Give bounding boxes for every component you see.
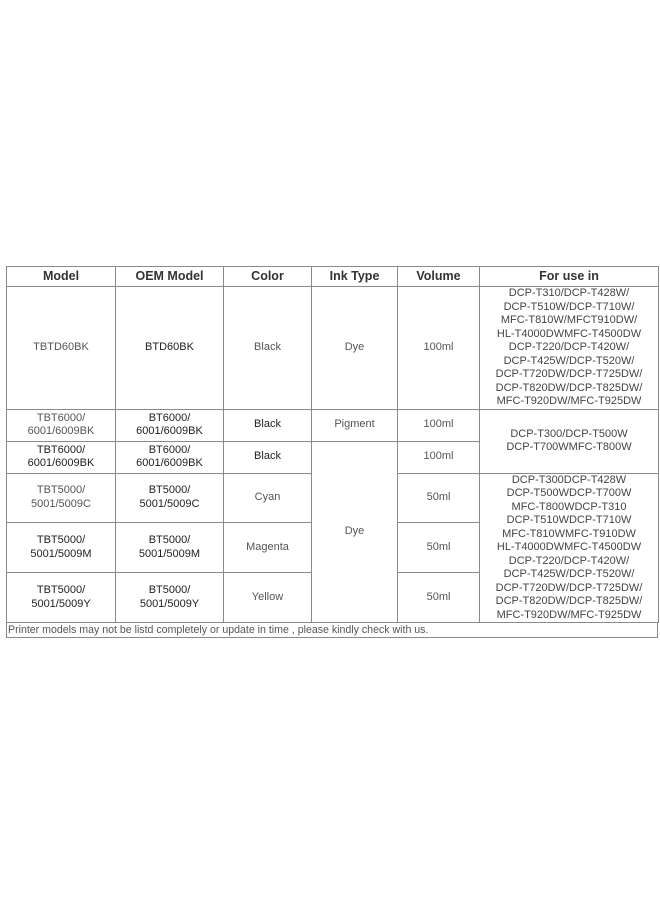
color-cell: Black (224, 287, 312, 410)
compatible-printers-list: DCP-T310/DCP-T428W/ DCP-T510W/DCP-T710W/ MFC-T810W/MFCT910DW/ HL-T4000DWMFC-T4500DW DCP-T220/DCP-T420W/ DCP-T425W/DCP-T520W/ DCP-T720DW/DCP-T725DW/ DCP-T820DW/DCP-T825DW/ MFC-T920DW/MFC-T925DW (495, 287, 643, 407)
header-model: Model (7, 267, 116, 287)
for-use-in-cell (480, 473, 659, 623)
oem-model-text: BT6000/ 6001/6009BK (136, 443, 203, 469)
model-cell (7, 409, 116, 441)
oem-model-cell (116, 573, 224, 623)
for-use-in-cell (480, 409, 659, 473)
table-row (7, 287, 659, 410)
model-cell: TBTD60BK (7, 287, 116, 410)
compatibility-table (6, 266, 659, 623)
for-use-in-cell (480, 287, 659, 410)
model-text: TBT5000/ 5001/5009M (30, 534, 92, 560)
model-text: TBT5000/ 5001/5009Y (31, 584, 91, 610)
volume-cell: 100ml (398, 409, 480, 441)
model-cell (7, 523, 116, 573)
color-cell: Black (224, 441, 312, 473)
model-text: TBT5000/ 5001/5009C (31, 484, 91, 510)
ink-type-cell: Dye (312, 287, 398, 410)
volume-cell: 100ml (398, 441, 480, 473)
color-cell: Black (224, 409, 312, 441)
oem-model-text: BT6000/ 6001/6009BK (136, 411, 203, 437)
volume-cell: 50ml (398, 573, 480, 623)
volume-cell: 50ml (398, 473, 480, 523)
model-cell (7, 473, 116, 523)
oem-model-cell: BTD60BK (116, 287, 224, 410)
header-color: Color (224, 267, 312, 287)
color-cell: Yellow (224, 573, 312, 623)
compatible-printers-list: DCP-T300DCP-T428W DCP-T500WDCP-T700W MFC-T800WDCP-T310 DCP-T510WDCP-T710W MFC-T810WMFC-T910DW HL-T4000DWMFC-T4500DW DCP-T220/DCP-T420W/ DCP-T425W/DCP-T520W/ DCP-T720DW/DCP-T725DW/ DCP-T820DW/DCP-T825DW/ MFC-T920DW/MFC-T925DW (495, 473, 643, 621)
oem-model-cell (116, 473, 224, 523)
table-row (7, 409, 659, 441)
disclaimer-note: Printer models may not be listd completely or update in time , please kindly check with us. (6, 623, 658, 638)
model-cell (7, 573, 116, 623)
ink-type-cell: Pigment (312, 409, 398, 441)
volume-cell: 50ml (398, 523, 480, 573)
header-for-use-in: For use in (480, 267, 659, 287)
oem-model-text: BT5000/ 5001/5009M (138, 534, 201, 560)
oem-model-cell (116, 409, 224, 441)
ink-type-cell: Dye (312, 441, 398, 623)
oem-model-cell (116, 441, 224, 473)
header-oem-model: OEM Model (116, 267, 224, 287)
header-ink-type: Ink Type (312, 267, 398, 287)
color-cell: Magenta (224, 523, 312, 573)
model-text: TBT6000/ 6001/6009BK (27, 411, 95, 437)
model-cell (7, 441, 116, 473)
spec-sheet (6, 266, 658, 638)
header-volume: Volume (398, 267, 480, 287)
model-text: TBT6000/ 6001/6009BK (27, 443, 95, 469)
compatible-printers-list: DCP-T300/DCP-T500W DCP-T700WMFC-T800W (506, 427, 632, 453)
oem-model-text: BT5000/ 5001/5009Y (139, 584, 200, 610)
color-cell: Cyan (224, 473, 312, 523)
oem-model-cell (116, 523, 224, 573)
volume-cell: 100ml (398, 287, 480, 410)
table-header-row (7, 267, 659, 287)
oem-model-text: BT5000/ 5001/5009C (139, 484, 200, 510)
